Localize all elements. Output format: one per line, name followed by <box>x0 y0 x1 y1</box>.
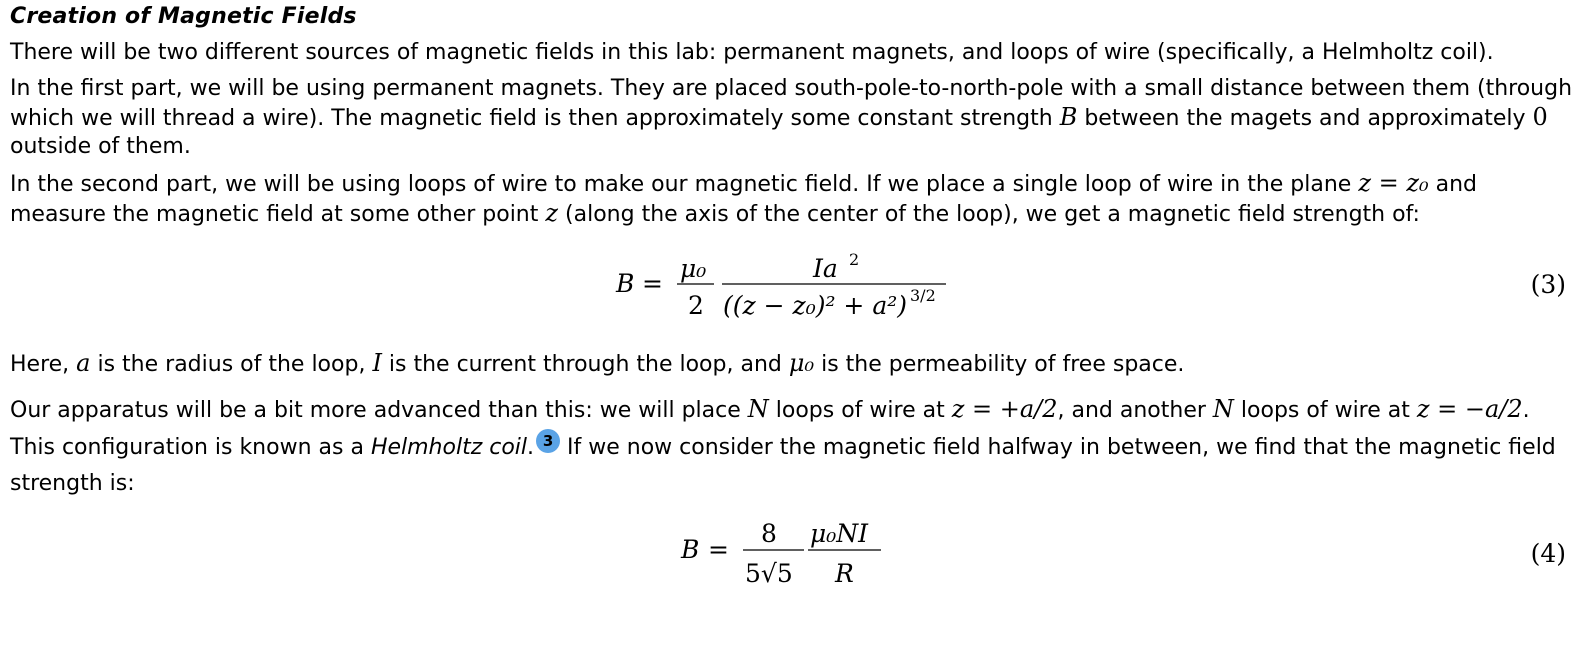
eq4-equals: = <box>708 535 729 564</box>
eq3-frac2-num-exp: 2 <box>849 250 860 269</box>
eq4-frac1-den: 5√5 <box>745 559 793 588</box>
eq3-frac1-den: 2 <box>688 291 704 320</box>
term-helmholtz-coil: Helmholtz coil <box>370 435 528 460</box>
p4-text-d: is the permeability of free space. <box>821 352 1185 377</box>
eq3-lhs: B <box>616 269 635 298</box>
p4-text-a: Here, <box>10 352 70 377</box>
p2-text-c: outside of them. <box>10 134 191 159</box>
p3-text-c: (along the axis of the center of the loop), we get a magnetic field strength of: <box>565 202 1420 227</box>
eq3-frac1-num: μ₀ <box>680 254 707 283</box>
equation-3-number: (3) <box>1530 270 1566 299</box>
math-z-neg: z = −a/2 <box>1416 395 1523 423</box>
p3-text-b: and measure the magnetic field at some other point <box>10 172 1478 227</box>
eq3-frac2-den-exp: 3/2 <box>910 286 936 305</box>
eq3-equals: = <box>642 269 663 298</box>
paragraph-sources <box>10 39 1576 67</box>
p5-text-a: Our apparatus will be a bit more advanced than this: we will place <box>10 398 741 423</box>
math-var-N-2: N <box>1212 395 1234 423</box>
eq4-frac2-num: μ₀NI <box>810 519 869 548</box>
equation-3-svg <box>10 243 1576 327</box>
paragraph-helmholtz <box>10 391 1576 502</box>
paragraph-permanent-magnets <box>10 75 1576 161</box>
math-var-B: B <box>1059 103 1078 131</box>
p1-text: There will be two different sources of magnetic fields in this lab: permanent magnets, and loops of wire (specifically, a Helmholtz coil). <box>10 40 1494 65</box>
paragraph-definitions <box>10 349 1576 379</box>
eq4-lhs: B <box>681 535 700 564</box>
p4-text-c: is the current through the loop, and <box>388 352 782 377</box>
p2-text-a: In the first part, we will be using permanent magnets. They are placed south-pole-to-north-pole with a small distance between them (through which we will thread a wire). The magnetic field is then approximately some constant strength <box>10 76 1573 131</box>
math-zero: 0 <box>1532 103 1548 131</box>
equation-4 <box>10 510 1576 596</box>
p2-text-b: between the magets and approximately <box>1084 106 1526 131</box>
math-plane: z = z₀ <box>1358 169 1429 197</box>
p3-text-a: In the second part, we will be using loops of wire to make our magnetic field. If we place a single loop of wire in the plane <box>10 172 1352 197</box>
paragraph-loops <box>10 169 1576 229</box>
section-heading: Creation of Magnetic Fields <box>10 4 357 29</box>
equation-4-number: (4) <box>1530 539 1566 568</box>
equation-4-svg <box>10 510 1576 596</box>
math-z-pos: z = +a/2 <box>951 395 1058 423</box>
math-var-I: I <box>372 349 382 377</box>
p5-text-b: loops of wire at <box>775 398 945 423</box>
eq4-frac1-num: 8 <box>761 519 777 548</box>
p5-text-d: loops of wire at <box>1240 398 1410 423</box>
p5-text-c: , and another <box>1057 398 1206 423</box>
eq4-frac2-den: R <box>835 559 854 588</box>
math-z: z <box>545 199 559 227</box>
eq3-frac2-den: ((z − z₀)² + a²) <box>723 291 908 320</box>
document-body <box>10 0 1576 596</box>
eq3-frac2-num: Ia <box>813 254 838 283</box>
p5-text-g: If we now consider the magnetic field halfway in between, we find that the magnetic field strength is: <box>10 435 1556 496</box>
equation-3 <box>10 243 1576 327</box>
p4-text-b: is the radius of the loop, <box>97 352 366 377</box>
p5-text-f: . <box>527 435 535 460</box>
math-var-N-1: N <box>747 395 769 423</box>
math-var-mu: μ₀ <box>788 349 815 377</box>
p5-text-e: . This configuration is known as a <box>10 398 1530 460</box>
footnote-badge[interactable]: 3 <box>536 429 560 453</box>
math-var-a: a <box>76 349 91 377</box>
